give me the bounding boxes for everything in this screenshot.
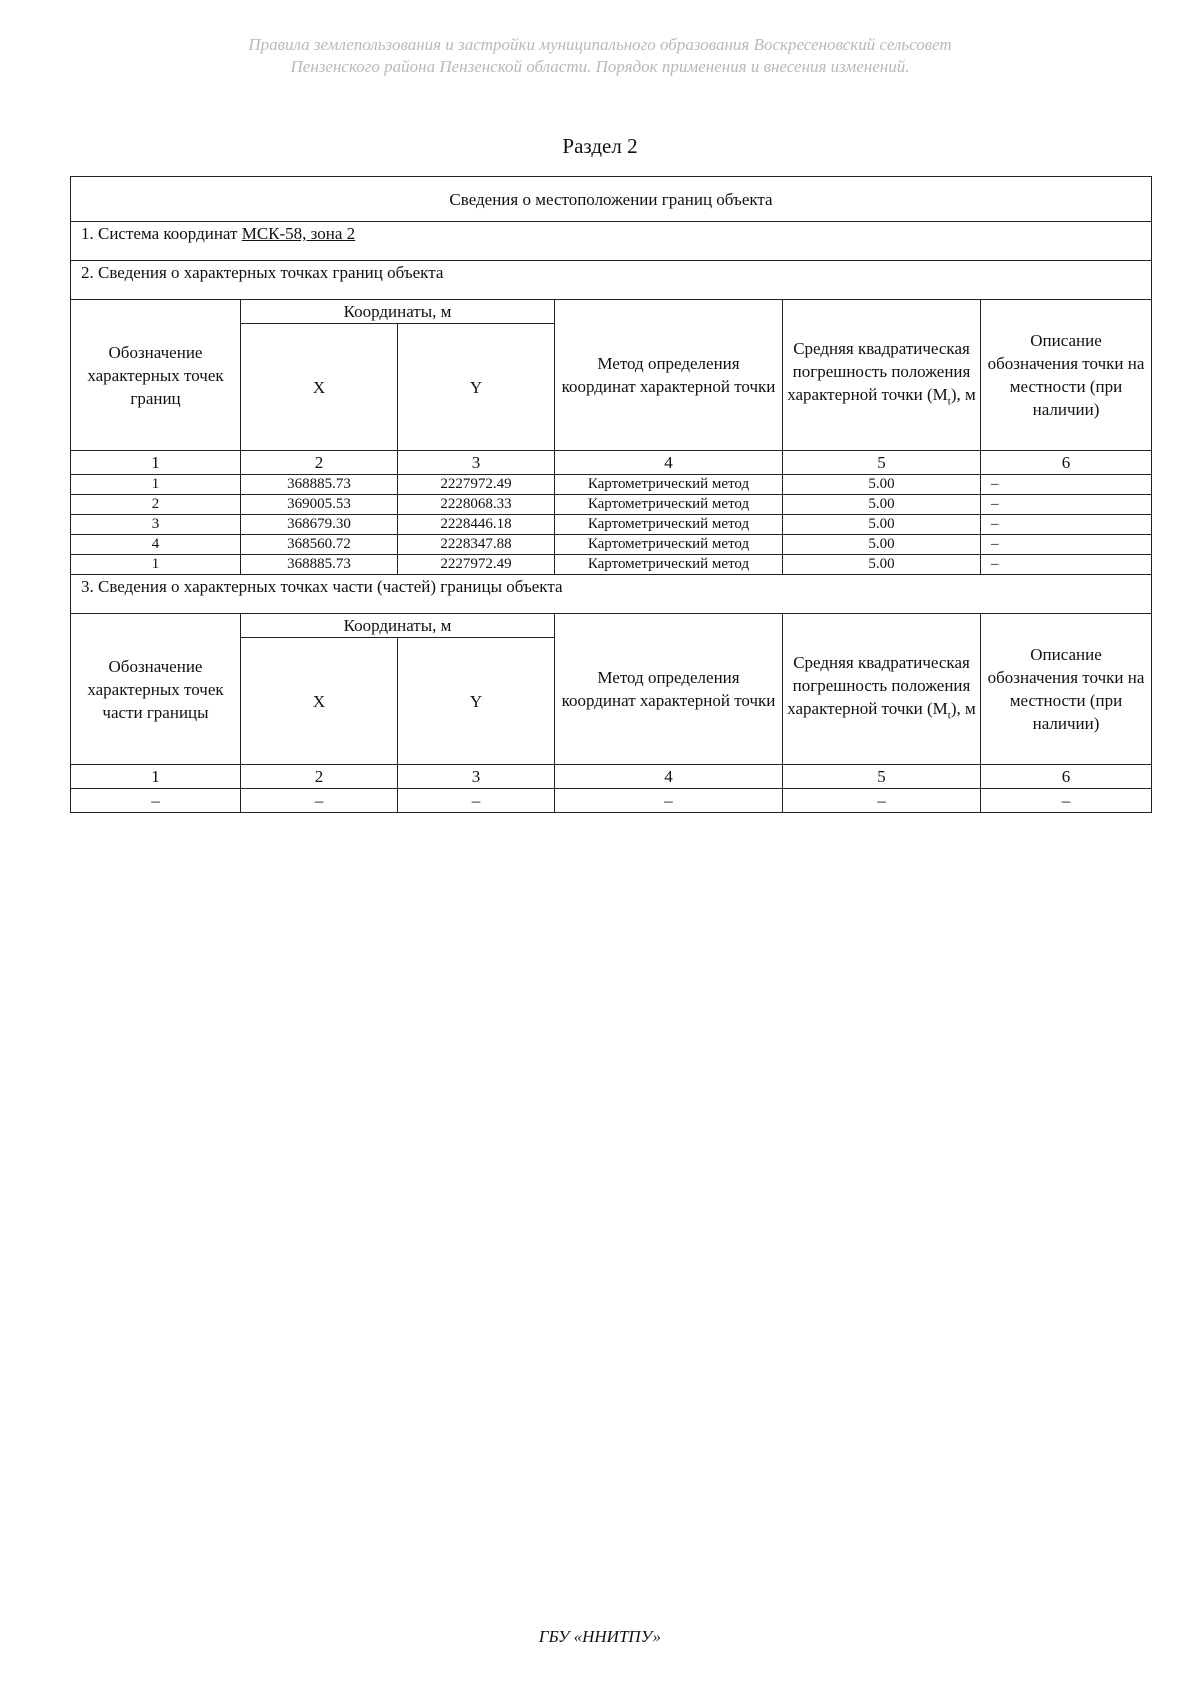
document-running-header [0, 34, 1200, 78]
document-footer: ГБУ «ННИТПУ» [538, 1627, 662, 1646]
running-header-line-2: Пензенского района Пензенской области. Порядок применения и внесения изменений. [290, 57, 910, 76]
table-row: 2 369005.53 2228068.33 Картометрический метод 5.00 – [71, 495, 1152, 515]
header-part-mean-square-error: Средняя квадратическая погрешность положения характерной точки $(M_t)$, м [783, 614, 981, 765]
header-part-y: Y [398, 638, 555, 765]
table-row: 1 368885.73 2227972.49 Картометрический метод 5.00 – [71, 475, 1152, 495]
section-2-heading: 2. Сведения о характерных точках границ объекта [71, 261, 1152, 300]
header-part-x: X [241, 638, 398, 765]
table-row: – – – – – – [71, 789, 1152, 813]
coordinate-system-row [71, 222, 1152, 261]
table-title: Сведения о местоположении границ объекта [71, 177, 1152, 222]
header-x: X [241, 324, 398, 451]
table-row: 1 368885.73 2227972.49 Картометрический метод 5.00 – [71, 555, 1152, 575]
header-coordinates: Координаты, м [241, 300, 555, 324]
header-method: Метод определения координат характерной точки [555, 300, 783, 451]
part-column-numbers-row: 1 2 3 4 5 6 [71, 765, 1152, 789]
section-title: Раздел 2 [562, 134, 638, 158]
header-mean-square-error: Средняя квадратическая погрешность положения характерной точки $(M_t)$, м [783, 300, 981, 451]
table-row: 4 368560.72 2228347.88 Картометрический метод 5.00 – [71, 535, 1152, 555]
header-point-designation: Обозначение характерных точек границ [71, 300, 241, 451]
header-y: Y [398, 324, 555, 451]
boundary-coordinates-table [70, 176, 1152, 813]
header-part-coordinates: Координаты, м [241, 614, 555, 638]
coordinate-system-value: МСК-58, зона 2 [241, 224, 356, 243]
running-header-line-1: Правила землепользования и застройки муниципального образования Воскресеновский сельсовет [248, 35, 952, 54]
table-row: 3 368679.30 2228446.18 Картометрический метод 5.00 – [71, 515, 1152, 535]
coordinate-system-label: 1. Система координат [81, 224, 242, 243]
section-3-heading: 3. Сведения о характерных точках части (частей) границы объекта [71, 575, 1152, 614]
header-description: Описание обозначения точки на местности (при наличии) [981, 300, 1152, 451]
column-numbers-row: 1 2 3 4 5 6 [71, 451, 1152, 475]
header-part-point-designation: Обозначение характерных точек части границы [71, 614, 241, 765]
header-part-description: Описание обозначения точки на местности (при наличии) [981, 614, 1152, 765]
header-part-method: Метод определения координат характерной точки [555, 614, 783, 765]
